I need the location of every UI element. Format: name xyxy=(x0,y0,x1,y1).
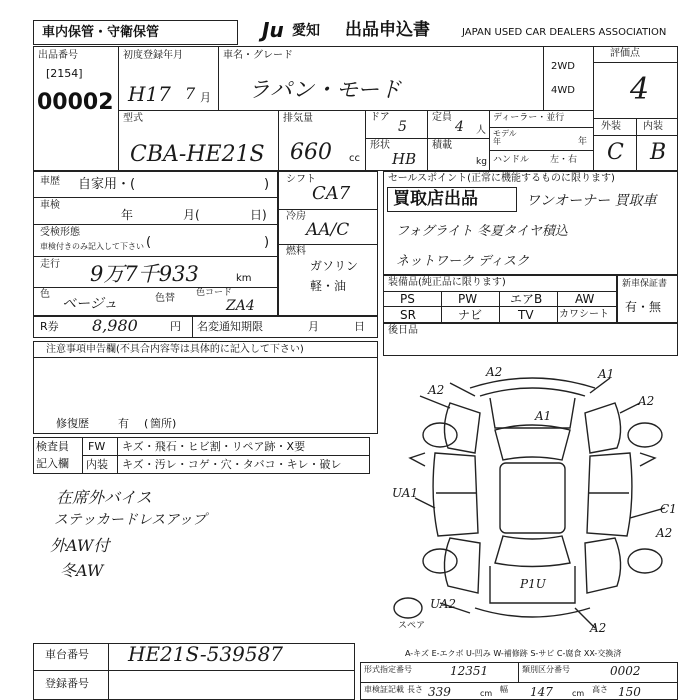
drive-4wd: 4WD xyxy=(551,85,575,96)
inspector-in-items: キズ・汚レ・コゲ・穴・タバコ・キレ・破レ xyxy=(122,458,342,471)
diag-ua1: UA1 xyxy=(392,486,419,500)
repair-paren: ( xyxy=(144,417,149,430)
model-code-label: 型式 xyxy=(123,113,143,124)
reg-month-unit: 月 xyxy=(200,91,211,104)
hand-note1: 在席外バイス xyxy=(56,488,152,507)
shift-label: シフト xyxy=(286,174,316,185)
interior-value: B xyxy=(650,140,667,165)
color-code-value: ZA4 xyxy=(226,298,255,314)
diag-a2-front: A2 xyxy=(486,365,503,379)
chassis-value: HE21S-539587 xyxy=(128,642,284,666)
recipient-label: 受検形態 xyxy=(40,227,80,238)
storage-label: 車内保管・守衛保管 xyxy=(42,25,160,40)
recipient-paren-close: ) xyxy=(264,235,270,250)
length-value: 339 xyxy=(428,685,451,699)
equip-tv[interactable]: TV xyxy=(518,308,534,322)
shape-label: 形状 xyxy=(370,140,390,151)
aircon-value: AA/C xyxy=(306,220,350,240)
equip-aw[interactable]: AW xyxy=(575,292,595,306)
type-num-value: 12351 xyxy=(450,664,489,678)
displacement-value: 660 xyxy=(290,140,332,165)
diag-c1: C1 xyxy=(660,502,677,516)
equip-ps[interactable]: PS xyxy=(400,292,415,306)
aftermarket-label: 後日品 xyxy=(388,325,418,336)
warranty-label: 新車保証書 xyxy=(622,279,668,289)
recycle-value: 8,980 xyxy=(92,316,138,335)
equip-navi[interactable]: ナビ xyxy=(458,308,483,322)
inspector-label2: 記入欄 xyxy=(36,457,69,470)
length-label: 長さ xyxy=(407,685,423,694)
inspection-year: 年 xyxy=(121,208,134,222)
inspection-day: 日) xyxy=(250,208,267,222)
assoc-name: JAPAN USED CAR DEALERS ASSOCIATION xyxy=(462,27,667,38)
recycle-label: R券 xyxy=(40,320,59,333)
dealer-import: ディーラー・並行 xyxy=(493,113,565,123)
inspection-label: 車検 xyxy=(40,200,60,211)
diag-ua2: UA2 xyxy=(430,597,457,611)
inspection-month: 月( xyxy=(183,208,200,222)
recipient-paren-open: ( xyxy=(146,235,152,250)
tax-day: 日 xyxy=(354,320,365,333)
fuel-label: 燃料 xyxy=(286,246,306,257)
sales-label: セールスポイント(正常に機能するものに限ります) xyxy=(388,173,615,184)
reg-month-value: 7 xyxy=(185,84,196,103)
diag-a2-rear: A2 xyxy=(590,621,607,635)
type-num-label: 形式指定番号 xyxy=(364,665,412,674)
hand-note3: 外AW付 xyxy=(50,536,110,555)
height-value: 150 xyxy=(618,685,641,699)
height-label: 高さ xyxy=(592,685,608,694)
lot-bracket: [2154] xyxy=(46,67,83,80)
kaitori-label: 買取店出品 xyxy=(393,189,478,209)
model-name-value: ラパン・モード xyxy=(248,78,402,103)
model-year-label: モデル年 xyxy=(493,129,517,146)
tax-month: 月 xyxy=(308,320,319,333)
exterior-value: C xyxy=(607,140,624,165)
color-change-label: 色替 xyxy=(155,293,175,304)
inspector-label1: 検査員 xyxy=(36,440,69,453)
exterior-label: 外装 xyxy=(601,121,621,132)
warranty-options: 有・無 xyxy=(625,300,662,314)
tax-label: 名変通知期限 xyxy=(197,320,263,333)
diag-p1u: P1U xyxy=(520,577,546,591)
capacity-unit: 人 xyxy=(476,125,486,136)
doors-label: ドア xyxy=(370,112,390,123)
mileage-label: 走行 xyxy=(40,259,60,270)
size-label: 車検証記載 xyxy=(364,685,404,694)
doors-value: 5 xyxy=(398,119,407,135)
reg-year-value: H17 xyxy=(128,82,171,106)
sales-line1: ワンオーナー 買取車 xyxy=(526,193,657,209)
color-value: ベージュ xyxy=(62,296,118,312)
equipment-label: 装備品(純正品に限ります) xyxy=(388,277,506,288)
equip-kawa[interactable]: カワシート xyxy=(559,309,609,320)
color-label: 色 xyxy=(40,289,50,300)
hand-note4: 冬AW xyxy=(60,561,104,580)
mileage-value: 9万7千933 xyxy=(90,262,199,286)
interior-label: 内装 xyxy=(643,121,663,132)
handle-label: ハンドル xyxy=(493,155,530,165)
mileage-unit: km xyxy=(236,273,252,284)
aircon-label: 冷房 xyxy=(286,211,306,222)
width-value: 147 xyxy=(530,685,553,699)
color-code-label: 色コード xyxy=(196,288,233,298)
length-unit: cm xyxy=(480,689,493,698)
repair-unit: 箇所) xyxy=(150,417,177,430)
inspector-in: 内装 xyxy=(86,458,108,471)
repair-label: 修復歴 xyxy=(56,417,89,430)
score-value: 4 xyxy=(630,72,650,107)
capacity-value: 4 xyxy=(455,119,464,135)
diag-spare: スペア xyxy=(398,621,426,631)
width-label: 幅 xyxy=(500,685,508,694)
equip-pw[interactable]: PW xyxy=(458,292,478,306)
score-label: 評価点 xyxy=(610,48,640,59)
usage-value: 自家用・( xyxy=(78,177,136,192)
drive-2wd: 2WD xyxy=(551,61,575,72)
equip-sr[interactable]: SR xyxy=(400,308,416,322)
displacement-label: 排気量 xyxy=(283,113,313,124)
load-label: 積載 xyxy=(432,140,452,151)
diag-a1-center: A1 xyxy=(535,409,552,423)
inspector-fw-items: キズ・飛石・ヒビ割・リペア跡・X要 xyxy=(122,440,306,453)
fuel-gasoline: ガソリン xyxy=(310,259,359,273)
sales-line3: ネットワーク ディスク xyxy=(396,254,530,269)
lot-number: 00002 xyxy=(37,90,114,115)
width-unit: cm xyxy=(572,689,585,698)
diag-a2-right: A2 xyxy=(638,394,655,408)
model-code-value: CBA-HE21S xyxy=(130,142,265,167)
diag-a2-left: A2 xyxy=(428,383,445,397)
class-num-value: 0002 xyxy=(610,664,641,678)
reg-year-label: 初度登録年月 xyxy=(123,50,183,61)
equip-airbag[interactable]: エアB xyxy=(510,292,543,306)
diag-a2-right2: A2 xyxy=(656,526,673,540)
form-title: 出品申込書 xyxy=(345,20,430,40)
sales-line2: フォグライト 冬夏タイヤ積込 xyxy=(396,224,568,239)
repair-value: 有 xyxy=(118,417,129,430)
fuel-diesel: 軽・油 xyxy=(310,279,347,293)
hand-note2: ステッカードレスアップ xyxy=(54,512,207,528)
recipient-note: 車検付きのみ記入して下さい xyxy=(40,242,144,251)
shape-value: HB xyxy=(392,150,417,168)
inspector-fw: FW xyxy=(88,440,106,453)
capacity-label: 定員 xyxy=(432,112,452,123)
reg-number-label: 登録番号 xyxy=(45,677,89,690)
diag-a1-front: A1 xyxy=(598,367,615,381)
usage-close: ) xyxy=(264,177,270,192)
handle-options: 左・右 xyxy=(550,155,578,165)
load-unit: kg xyxy=(476,157,487,167)
aftermarket-frame xyxy=(383,323,678,356)
model-year-unit: 年 xyxy=(578,137,588,147)
usage-label: 車歴 xyxy=(40,176,60,187)
shift-value: CA7 xyxy=(312,183,351,204)
lot-label: 出品番号 xyxy=(38,50,78,61)
recycle-unit: 円 xyxy=(170,320,181,333)
model-name-label: 車名・グレード xyxy=(223,50,293,61)
class-num-label: 類別区分番号 xyxy=(522,665,570,674)
diag-legend: A-キズ E-エクボ U-凹み W-補修跡 S-サビ C-腐食 XX-交換済 xyxy=(405,649,622,658)
notes-label: 注意事項申告欄(不具合内容等は具体的に記入して下さい) xyxy=(46,344,304,355)
logo-mark: Ju xyxy=(262,18,284,42)
logo-area: 愛知 xyxy=(292,23,320,39)
displacement-unit: cc xyxy=(349,153,360,164)
chassis-label: 車台番号 xyxy=(45,648,89,661)
